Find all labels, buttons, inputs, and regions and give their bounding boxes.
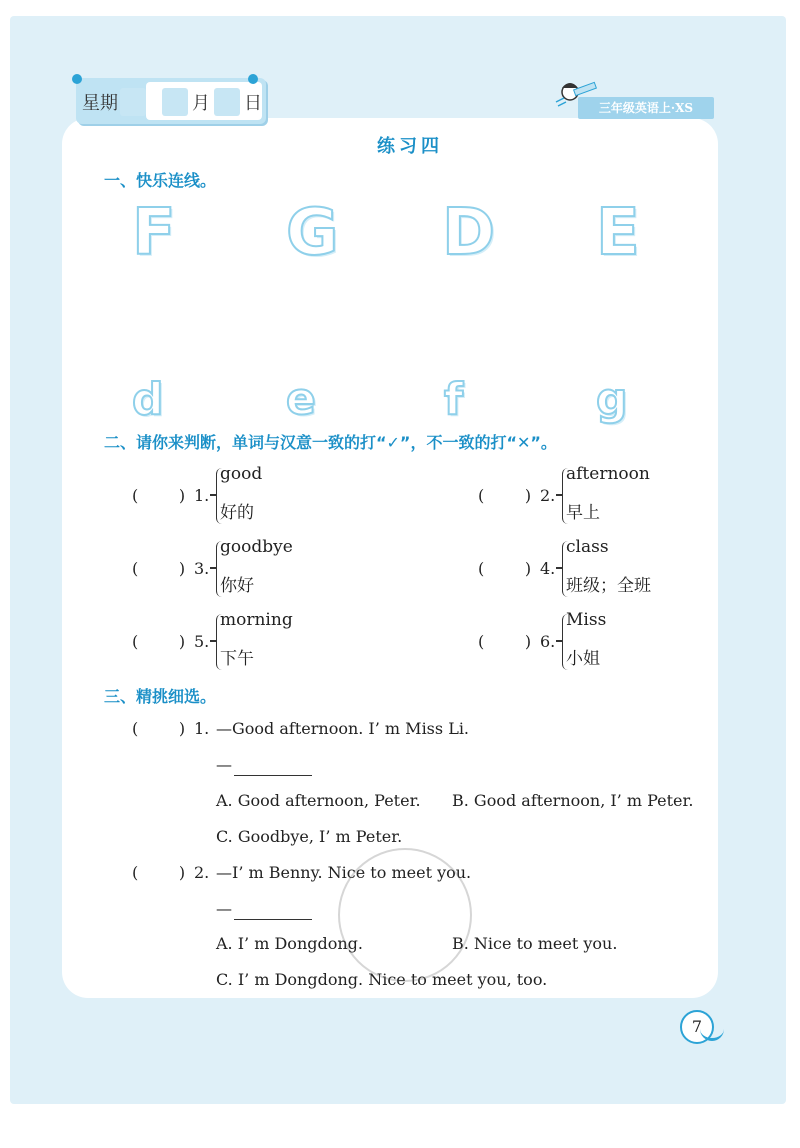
upper-letter[interactable]: E [596, 196, 640, 270]
answer-paren[interactable]: ( ) [132, 559, 186, 578]
answer-paren[interactable]: ( ) [478, 632, 532, 651]
lower-letter[interactable]: g [596, 374, 628, 425]
response-dash: — [216, 755, 232, 774]
watermark-stamp [338, 848, 472, 982]
section2-heading: 二、请你来判断，单词与汉意一致的打“✓”，不一致的打“✕”。 [104, 433, 557, 452]
chinese-meaning: 下午 [220, 649, 254, 669]
pin-icon [248, 74, 258, 84]
option-b: B. Nice to meet you. [452, 934, 618, 953]
chinese-meaning: 小姐 [566, 649, 600, 669]
answer-blank[interactable] [234, 919, 312, 920]
section1-heading: 一、快乐连线。 [104, 171, 217, 190]
english-word: class [566, 537, 609, 557]
item-number: 1. [194, 486, 210, 505]
option-b: B. Good afternoon, I’ m Peter. [452, 791, 694, 810]
answer-paren[interactable]: ( ) [132, 719, 186, 738]
answer-paren[interactable]: ( ) [478, 486, 532, 505]
question-prompt: —I’ m Benny. Nice to meet you. [216, 863, 472, 882]
item-number: 5. [194, 632, 210, 651]
item-number: 2. [540, 486, 556, 505]
chinese-meaning: 班级；全班 [566, 576, 651, 596]
answer-paren[interactable]: ( ) [132, 863, 186, 882]
lower-letter[interactable]: f [444, 374, 464, 425]
month-box[interactable] [162, 88, 188, 116]
upper-letter[interactable]: D [442, 196, 496, 270]
question-prompt: —Good afternoon. I’ m Miss Li. [216, 719, 470, 738]
chinese-meaning: 早上 [566, 503, 600, 523]
lower-letter[interactable]: d [132, 374, 164, 425]
question-number: 2. [194, 863, 210, 882]
item-number: 4. [540, 559, 556, 578]
chinese-meaning: 你好 [220, 576, 254, 596]
chinese-meaning: 好的 [220, 503, 254, 523]
weekday-box[interactable] [120, 88, 146, 116]
page-title: 练习四 [377, 136, 443, 157]
english-word: morning [220, 610, 293, 630]
english-word: goodbye [220, 537, 293, 557]
answer-paren[interactable]: ( ) [478, 559, 532, 578]
item-number: 3. [194, 559, 210, 578]
english-word: Miss [566, 610, 607, 630]
weekday-label: 星期 [82, 93, 118, 114]
upper-letter[interactable]: F [132, 196, 176, 270]
english-word: afternoon [566, 464, 650, 484]
pin-icon [72, 74, 82, 84]
page-number: 7 [680, 1010, 714, 1044]
answer-blank[interactable] [234, 775, 312, 776]
question-number: 1. [194, 719, 210, 738]
book-label: 三年级英语上·XS [578, 97, 714, 119]
day-box[interactable] [214, 88, 240, 116]
wave-icon [700, 1018, 724, 1041]
english-word: good [220, 464, 263, 484]
date-tab [76, 78, 266, 124]
day-label: 日 [244, 93, 262, 114]
upper-letter[interactable]: G [286, 196, 339, 270]
answer-paren[interactable]: ( ) [132, 486, 186, 505]
lower-letter[interactable]: e [286, 374, 316, 425]
option-c: C. Goodbye, I’ m Peter. [216, 827, 403, 846]
section3-heading: 三、精挑细选。 [104, 687, 217, 706]
option-a: A. I’ m Dongdong. [216, 934, 363, 953]
response-dash: — [216, 899, 232, 918]
option-c: C. I’ m Dongdong. Nice to meet you, too. [216, 970, 548, 989]
item-number: 6. [540, 632, 556, 651]
option-a: A. Good afternoon, Peter. [216, 791, 421, 810]
answer-paren[interactable]: ( ) [132, 632, 186, 651]
month-label: 月 [192, 93, 210, 114]
